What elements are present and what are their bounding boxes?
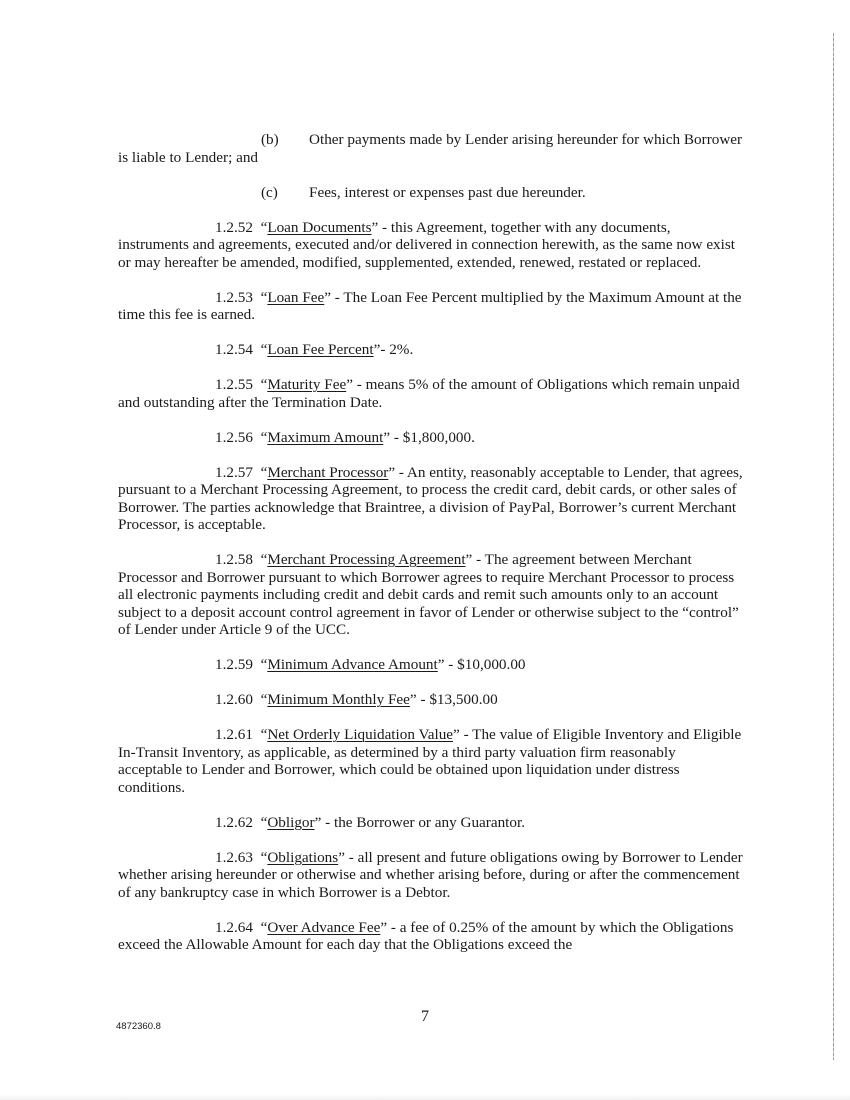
definition-1-2-58 xyxy=(118,551,743,639)
term-separator: ”- xyxy=(373,341,390,358)
definition-1-2-60 xyxy=(118,691,743,709)
definition-1-2-59 xyxy=(118,656,743,674)
defined-term: Obligations xyxy=(267,848,339,866)
definition-1-2-61 xyxy=(118,726,743,796)
definition-1-2-63 xyxy=(118,849,743,902)
definition-1-2-53 xyxy=(118,289,743,324)
defined-term: Loan Documents xyxy=(267,218,372,236)
definition-text: The value of Eligible Inventory and Eligible In-Transit Inventory, as applicable, as determined by a third party valuation firm reasonably acceptable to Lender and Borrower, which could be obtained upon liquidation under distress conditions. xyxy=(118,726,742,796)
term-separator: ” - xyxy=(380,918,400,936)
definition-number: 1.2.56 xyxy=(215,428,253,446)
term-separator: ” - xyxy=(314,813,334,831)
definition-1-2-62 xyxy=(118,814,743,832)
definition-text: The agreement between Merchant Processor and Borrower pursuant to which Borrower agrees to require Merchant Processor to process all electronic payments including credit and debit cards and remit such amounts only to an account subject to a deposit account control agreement in favor of Lender or otherwise subject to the “control” of Lender under Article 9 of the UCC. xyxy=(118,551,739,638)
definition-text: The Loan Fee Percent multiplied by the Maximum Amount at the time this fee is earned. xyxy=(118,288,742,323)
definition-number: 1.2.59 xyxy=(215,656,253,673)
definition-number: 1.2.58 xyxy=(215,551,253,568)
open-quote: “ xyxy=(252,376,268,393)
definition-text: An entity, reasonably acceptable to Lender, that agrees, pursuant to a Merchant Processing Agreement, to process the credit card, debit cards, or other sales of Borrower. The parties acknowledge that Braintree, a division of PayPal, Borrower’s current Merchant Processor, is acceptable. xyxy=(118,463,743,533)
defined-term: Merchant Processor xyxy=(267,463,389,481)
definition-text: this Agreement, together with any documents, instruments and agreements, executed and/or delivered in connection herewith, as the same now exist or may hereafter be amended, modified, supplemented, extended, renewed, restated or replaced. xyxy=(118,218,735,271)
definition-number: 1.2.54 xyxy=(215,341,253,358)
definition-1-2-64 xyxy=(118,919,743,954)
open-quote: “ xyxy=(252,726,268,743)
definition-1-2-55 xyxy=(118,376,743,411)
defined-term: Over Advance Fee xyxy=(267,918,381,936)
term-separator: ” - xyxy=(453,726,473,743)
open-quote: “ xyxy=(252,341,268,358)
open-quote: “ xyxy=(252,691,268,708)
definition-1-2-57 xyxy=(118,464,743,534)
definition-number: 1.2.53 xyxy=(215,288,253,306)
open-quote: “ xyxy=(252,813,268,831)
defined-term: Obligor xyxy=(267,813,315,831)
definition-number: 1.2.63 xyxy=(215,848,253,866)
open-quote: “ xyxy=(252,288,268,306)
open-quote: “ xyxy=(252,551,268,568)
term-separator: ” - xyxy=(388,463,407,481)
definition-text: $10,000.00 xyxy=(457,656,526,673)
definition-text: the Borrower or any Guarantor. xyxy=(333,813,526,831)
term-separator: ” - xyxy=(324,288,344,306)
definition-text: means 5% of the amount of Obligations which remain unpaid and outstanding after the Termination Date. xyxy=(118,376,740,411)
definition-text: $1,800,000. xyxy=(402,428,475,446)
defined-term: Minimum Monthly Fee xyxy=(267,691,410,708)
defined-term: Loan Fee Percent xyxy=(267,341,374,358)
definition-text: all present and future obligations owing by Borrower to Lender whether arising hereunder or otherwise and whether arising before, during or after the commencement of any bankruptcy case in which Borrower is a Debtor. xyxy=(118,848,743,901)
open-quote: “ xyxy=(252,218,268,236)
definition-1-2-52 xyxy=(118,219,743,272)
scan-edge-line xyxy=(833,33,834,1060)
subitem-text: Fees, interest or expenses past due hereunder. xyxy=(309,183,586,201)
term-separator: ” - xyxy=(437,656,458,673)
term-separator: ” - xyxy=(338,848,358,866)
open-quote: “ xyxy=(252,848,268,866)
open-quote: “ xyxy=(252,463,268,481)
term-separator: ” - xyxy=(383,428,403,446)
open-quote: “ xyxy=(252,918,268,936)
definition-number: 1.2.60 xyxy=(215,691,253,708)
term-separator: ” - xyxy=(409,691,430,708)
subitem-b xyxy=(118,131,743,166)
term-separator: ” - xyxy=(346,376,366,393)
subitem-label: (c) xyxy=(261,183,278,201)
defined-term: Maturity Fee xyxy=(267,376,347,393)
open-quote: “ xyxy=(252,656,268,673)
document-id: 4872360.8 xyxy=(116,1021,161,1032)
definition-text: 2%. xyxy=(389,341,414,358)
definition-text: $13,500.00 xyxy=(429,691,498,708)
definition-number: 1.2.57 xyxy=(215,463,253,481)
defined-term: Merchant Processing Agreement xyxy=(267,551,466,568)
definition-number: 1.2.62 xyxy=(215,813,253,831)
definitions-list xyxy=(118,219,743,954)
document-page xyxy=(118,131,743,971)
definition-number: 1.2.64 xyxy=(215,918,253,936)
definition-1-2-54 xyxy=(118,341,743,359)
defined-term: Loan Fee xyxy=(267,288,325,306)
definition-number: 1.2.55 xyxy=(215,376,253,393)
open-quote: “ xyxy=(252,428,268,446)
defined-term: Net Orderly Liquidation Value xyxy=(267,726,454,743)
page-number: 7 xyxy=(421,1008,429,1025)
subitem-c xyxy=(118,184,743,202)
definition-number: 1.2.61 xyxy=(215,726,253,743)
scan-bottom-shade xyxy=(0,1094,850,1100)
defined-term: Maximum Amount xyxy=(267,428,384,446)
term-separator: ” - xyxy=(465,551,485,568)
definition-number: 1.2.52 xyxy=(215,218,253,236)
definition-1-2-56 xyxy=(118,429,743,447)
subitem-label: (b) xyxy=(261,131,279,148)
defined-term: Minimum Advance Amount xyxy=(267,656,438,673)
subitem-text: Other payments made by Lender arising hereunder for which Borrower is liable to Lender; and xyxy=(118,131,743,166)
definition-text: a fee of 0.25% of the amount by which the Obligations exceed the Allowable Amount for each day that the Obligations exceed the xyxy=(118,918,734,953)
term-separator: ” - xyxy=(371,218,391,236)
